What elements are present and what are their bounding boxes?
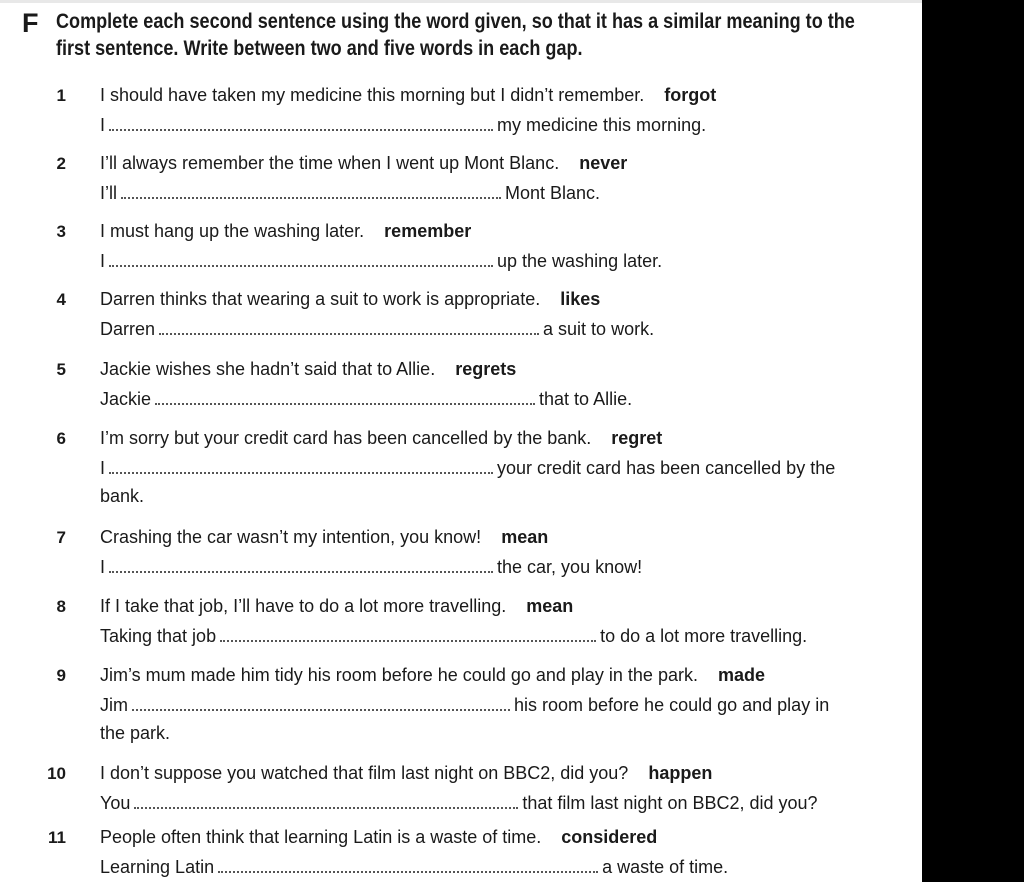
instructions <box>56 8 855 62</box>
answer-gap[interactable] <box>134 804 518 809</box>
answer-end: that film last night on BBC2, did you? <box>522 793 818 813</box>
answer-gap[interactable] <box>132 706 510 711</box>
question-sentence-line <box>100 825 657 849</box>
key-word: mean <box>526 596 574 616</box>
question-number: 7 <box>56 528 66 547</box>
question-sentence-line <box>100 357 516 381</box>
key-word: remember <box>384 221 472 241</box>
answer-end: his room before he could go and play in <box>514 695 830 715</box>
answer-start: Darren <box>100 319 156 339</box>
question-number: 8 <box>56 597 66 616</box>
question-sentence-line <box>100 426 662 450</box>
answer-start: I <box>100 115 106 135</box>
question-sentence-line <box>100 663 765 687</box>
instruction-line-1: Complete each second sentence using the word given, so that it has a similar meaning to the <box>56 10 855 33</box>
answer-line <box>100 113 706 137</box>
question-sentence-line <box>100 287 600 311</box>
question-sentence: I don’t suppose you watched that film last night on BBC2, did you? <box>100 763 629 783</box>
answer-end: the car, you know! <box>497 557 643 577</box>
key-word: regrets <box>455 359 517 379</box>
answer-start: I <box>100 557 106 577</box>
section-letter: F <box>22 8 39 38</box>
question-sentence: I must hang up the washing later. <box>100 221 365 241</box>
question-sentence: I’m sorry but your credit card has been cancelled by the bank. <box>100 428 592 448</box>
answer-start: I’ll <box>100 183 117 203</box>
question-sentence: I’ll always remember the time when I went up Mont Blanc. <box>100 153 560 173</box>
answer-line <box>100 855 728 879</box>
answer-line <box>100 693 829 717</box>
answer-gap[interactable] <box>109 469 493 474</box>
answer-gap[interactable] <box>220 637 596 642</box>
answer-line <box>100 456 835 480</box>
answer-continuation: bank. <box>100 486 145 506</box>
key-word: never <box>579 153 628 173</box>
answer-end: a waste of time. <box>602 857 729 877</box>
answer-start: Learning Latin <box>100 857 215 877</box>
answer-line <box>100 181 600 205</box>
answer-line <box>100 624 807 648</box>
answer-line <box>100 249 662 273</box>
answer-start: I <box>100 458 106 478</box>
question-sentence: Jackie wishes she hadn’t said that to Allie. <box>100 359 436 379</box>
key-word: regret <box>611 428 663 448</box>
question-sentence-line <box>100 151 627 175</box>
answer-gap[interactable] <box>109 568 493 573</box>
key-word: forgot <box>664 85 717 105</box>
answer-gap[interactable] <box>121 194 501 199</box>
question-sentence-line <box>100 525 548 549</box>
question-sentence-line <box>100 83 716 107</box>
answer-line <box>100 791 818 815</box>
answer-gap[interactable] <box>109 126 493 131</box>
answer-end: a suit to work. <box>543 319 655 339</box>
answer-start: Jackie <box>100 389 152 409</box>
answer-start: I <box>100 251 106 271</box>
answer-gap[interactable] <box>109 262 493 267</box>
question-number: 3 <box>56 222 66 241</box>
instruction-line-2: first sentence. Write between two and five words in each gap. <box>56 37 583 60</box>
top-border <box>0 0 922 3</box>
answer-start: Taking that job <box>100 626 217 646</box>
answer-gap[interactable] <box>159 330 539 335</box>
question-sentence-line <box>100 594 573 618</box>
answer-end: my medicine this morning. <box>497 115 707 135</box>
key-word: made <box>717 665 765 685</box>
answer-end: to do a lot more travelling. <box>600 626 808 646</box>
answer-line <box>100 317 654 341</box>
question-number: 4 <box>56 290 66 309</box>
key-word: considered <box>561 827 658 847</box>
question-number: 2 <box>56 154 66 173</box>
question-number: 11 <box>48 828 66 847</box>
answer-end: that to Allie. <box>539 389 633 409</box>
key-word: mean <box>501 527 549 547</box>
question-number: 1 <box>56 86 66 105</box>
answer-gap[interactable] <box>218 868 598 873</box>
answer-start: You <box>100 793 131 813</box>
question-number: 5 <box>56 360 66 379</box>
question-sentence: People often think that learning Latin is a waste of time. <box>100 827 542 847</box>
question-sentence-line <box>100 761 712 785</box>
question-sentence: If I take that job, I’ll have to do a lot more travelling. <box>100 596 507 616</box>
question-sentence-line <box>100 219 471 243</box>
key-word: likes <box>560 289 601 309</box>
answer-gap[interactable] <box>155 400 535 405</box>
question-number: 10 <box>47 764 66 783</box>
question-sentence: Jim’s mum made him tidy his room before he could go and play in the park. <box>100 665 698 685</box>
question-number: 9 <box>56 666 66 685</box>
answer-end: Mont Blanc. <box>505 183 601 203</box>
answer-end: your credit card has been cancelled by the <box>497 458 836 478</box>
answer-end: up the washing later. <box>497 251 663 271</box>
question-sentence: I should have taken my medicine this morning but I didn’t remember. <box>100 85 645 105</box>
answer-continuation: the park. <box>100 723 171 743</box>
question-number: 6 <box>56 429 66 448</box>
answer-line <box>100 555 642 579</box>
answer-start: Jim <box>100 695 128 715</box>
question-sentence: Crashing the car wasn’t my intention, you know! <box>100 527 482 547</box>
key-word: happen <box>648 763 713 783</box>
question-sentence: Darren thinks that wearing a suit to work is appropriate. <box>100 289 541 309</box>
answer-line <box>100 387 632 411</box>
